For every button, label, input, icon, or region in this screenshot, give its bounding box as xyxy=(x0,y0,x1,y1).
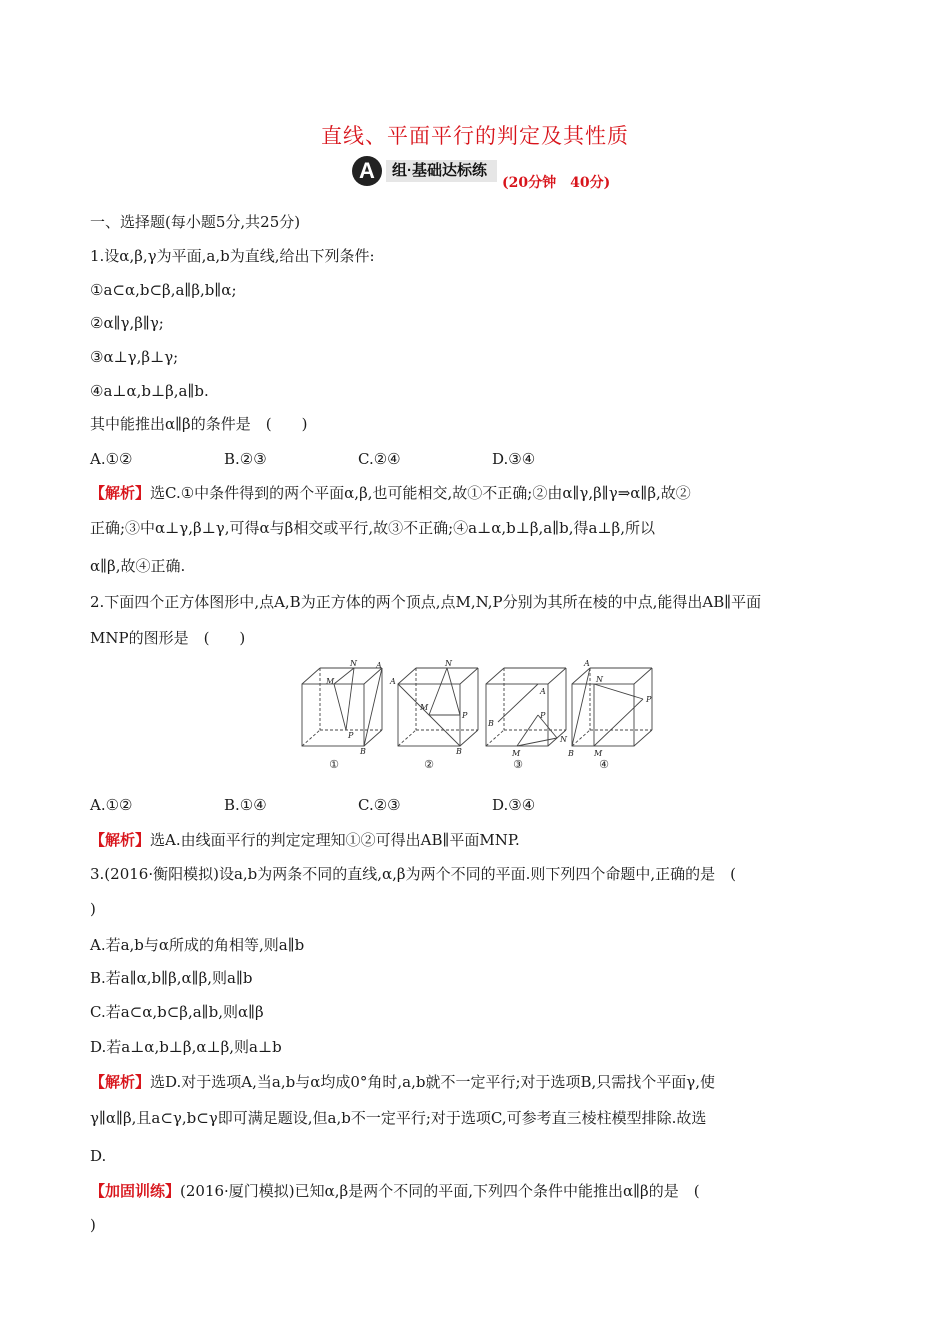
analysis-tag: 【解析】 xyxy=(90,831,151,849)
svg-text:N: N xyxy=(445,660,452,668)
svg-text:A: A xyxy=(390,677,396,686)
q1-condition-1: ①a⊂α,b⊂β,a∥β,b∥α; xyxy=(90,281,237,299)
q1-condition-2: ②α∥γ,β∥γ; xyxy=(90,314,164,332)
cube-figure-4 xyxy=(567,660,652,758)
q2-option-c: C.②③ xyxy=(358,796,401,814)
svg-text:B: B xyxy=(568,749,574,758)
q2-options xyxy=(90,795,626,815)
cube-figure-1 xyxy=(302,660,382,756)
q3-analysis-line-1 xyxy=(90,1072,715,1092)
cube-figure-3 xyxy=(486,668,568,758)
svg-text:B: B xyxy=(488,719,494,728)
svg-text:M: M xyxy=(594,749,603,758)
q1-analysis-line-3: α∥β,故④正确. xyxy=(90,557,186,575)
q3-stem-line-2: ) xyxy=(90,900,96,918)
svg-text:M: M xyxy=(512,749,521,758)
group-label: 组·基础达标练 xyxy=(386,160,497,182)
q1-options xyxy=(90,449,626,469)
time-score-info: (20分钟 40分) xyxy=(502,175,611,191)
analysis-tag: 【解析】 xyxy=(90,484,151,502)
group-letter-icon: A xyxy=(352,156,382,186)
svg-text:P: P xyxy=(462,711,468,720)
svg-text:M: M xyxy=(326,677,335,686)
page-title: 直线、平面平行的判定及其性质 xyxy=(321,124,629,148)
q1-option-d: D.③④ xyxy=(492,450,536,468)
extra-training-line-2: ) xyxy=(90,1216,96,1234)
svg-text:M: M xyxy=(420,703,429,712)
svg-text:A: A xyxy=(584,660,590,668)
svg-text:B: B xyxy=(360,747,366,756)
section-heading: 一、选择题(每小题5分,共25分) xyxy=(90,213,301,231)
q2-analysis-text: 选A.由线面平行的判定定理知①②可得出AB∥平面MNP. xyxy=(150,831,520,849)
q2-option-d: D.③④ xyxy=(492,796,536,814)
q3-option-d: D.若a⊥α,b⊥β,α⊥β,则a⊥b xyxy=(90,1038,282,1056)
svg-text:B: B xyxy=(456,747,462,756)
q1-analysis-line-1 xyxy=(90,483,691,503)
q1-analysis-line-2: 正确;③中α⊥γ,β⊥γ,可得α与β相交或平行,故③不正确;④a⊥α,b⊥β,a∥b,得a⊥β,所以 xyxy=(90,519,655,537)
svg-text:A: A xyxy=(376,661,382,670)
q1-option-c: C.②④ xyxy=(358,450,401,468)
svg-text:A: A xyxy=(540,687,546,696)
figure-label-2: ② xyxy=(424,758,434,771)
q2-option-b: B.①④ xyxy=(224,796,267,814)
svg-text:N: N xyxy=(596,675,603,684)
q3-analysis-text-1: 选D.对于选项A,当a,b与α均成0°角时,a,b就不一定平行;对于选项B,只需找个平面γ,使 xyxy=(150,1073,716,1091)
svg-text:N: N xyxy=(350,660,357,668)
figure-label-1: ① xyxy=(329,758,339,771)
extra-training-text-1: (2016·厦门模拟)已知α,β是两个不同的平面,下列四个条件中能推出α∥β的是 ( xyxy=(180,1182,700,1200)
q1-question: 其中能推出α∥β的条件是 ( ) xyxy=(90,415,308,433)
cube-figure-2 xyxy=(389,660,478,756)
q2-stem-line-1: 2.下面四个正方体图形中,点A,B为正方体的两个顶点,点M,N,P分别为其所在棱的中点,能得出AB∥平面 xyxy=(90,593,762,611)
figure-label-3: ③ xyxy=(513,758,523,771)
q1-stem: 1.设α,β,γ为平面,a,b为直线,给出下列条件: xyxy=(90,247,375,265)
q1-condition-4: ④a⊥α,b⊥β,a∥b. xyxy=(90,382,209,400)
q3-analysis-line-3: D. xyxy=(90,1147,107,1165)
cube-figures xyxy=(298,660,658,772)
extra-training-line-1 xyxy=(90,1181,700,1201)
q3-option-b: B.若a∥α,b∥β,α∥β,则a∥b xyxy=(90,969,253,987)
q2-stem-line-2: MNP的图形是 ( ) xyxy=(90,629,246,647)
q3-option-c: C.若a⊂α,b⊂β,a∥b,则α∥β xyxy=(90,1003,264,1021)
group-badge xyxy=(352,156,497,186)
q2-analysis xyxy=(90,830,520,850)
q1-option-a: A.①② xyxy=(90,450,133,468)
q3-option-a: A.若a,b与α所成的角相等,则a∥b xyxy=(90,936,305,954)
svg-text:N: N xyxy=(560,735,567,744)
figure-label-4: ④ xyxy=(599,758,609,771)
q1-condition-3: ③α⊥γ,β⊥γ; xyxy=(90,348,179,366)
svg-text:P: P xyxy=(540,711,546,720)
svg-text:P: P xyxy=(646,695,652,704)
q2-option-a: A.①② xyxy=(90,796,133,814)
q3-analysis-line-2: γ∥α∥β,且a⊂γ,b⊂γ即可满足题设,但a,b不一定平行;对于选项C,可参考直三棱柱模型排除.故选 xyxy=(90,1109,707,1127)
extra-training-tag: 【加固训练】 xyxy=(90,1182,181,1200)
q1-option-b: B.②③ xyxy=(224,450,267,468)
q1-analysis-text-1: 选C.①中条件得到的两个平面α,β,也可能相交,故①不正确;②由α∥γ,β∥γ⇒α∥β,故② xyxy=(150,484,691,502)
q3-stem-line-1: 3.(2016·衡阳模拟)设a,b为两条不同的直线,α,β为两个不同的平面.则下列四个命题中,正确的是 ( xyxy=(90,865,736,883)
analysis-tag: 【解析】 xyxy=(90,1073,151,1091)
svg-text:P: P xyxy=(348,731,354,740)
